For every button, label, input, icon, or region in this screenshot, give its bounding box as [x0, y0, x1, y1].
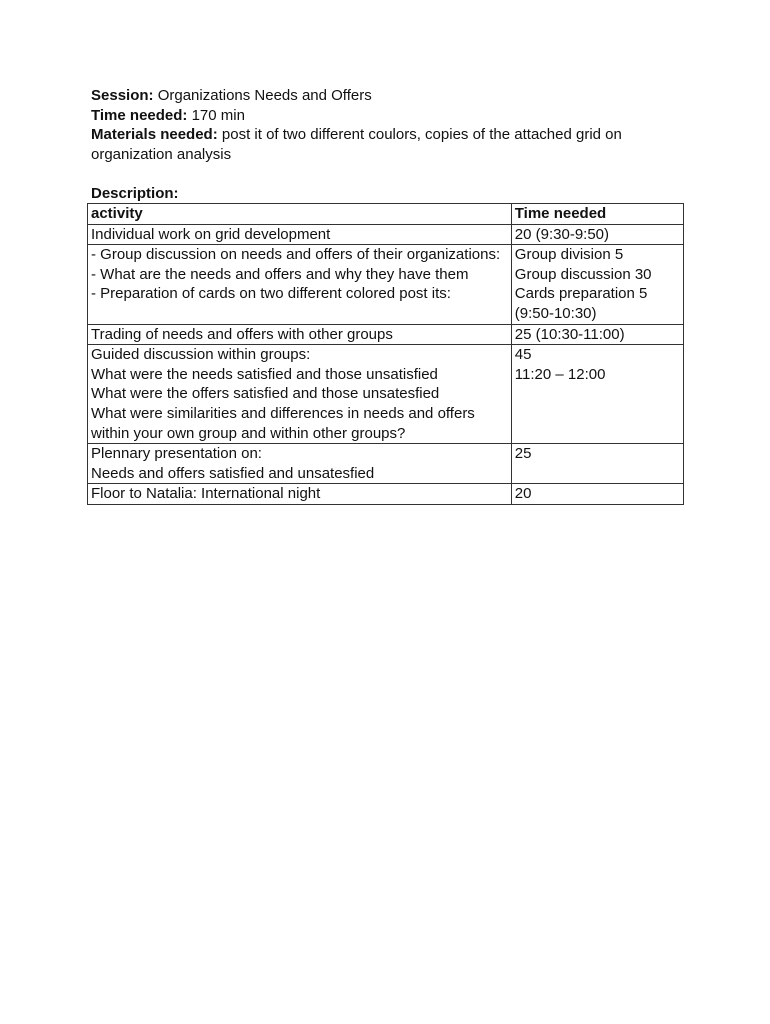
- header-activity: activity: [88, 204, 512, 225]
- time-cell: [511, 224, 683, 245]
- time-line: (9:50-10:30): [514, 304, 597, 322]
- activity-line: Floor to Natalia: International night: [91, 485, 321, 503]
- table-row: [88, 484, 684, 505]
- time-line: 11:20 – 12:00: [514, 365, 606, 383]
- activity-line: within your own group and within other groups?: [91, 424, 406, 442]
- activity-cell: [88, 324, 512, 345]
- header-time-needed: Time needed: [511, 204, 683, 225]
- time-cell: [511, 444, 683, 484]
- time-line: 20 (9:30-9:50): [514, 225, 610, 243]
- session-line: [91, 86, 691, 106]
- activity-table: [87, 203, 684, 505]
- description-label: Description:: [91, 185, 179, 202]
- activity-line: Individual work on grid development: [91, 225, 331, 243]
- time-line: 45: [514, 346, 532, 364]
- time-needed-value: 170 min: [187, 106, 245, 124]
- activity-cell: [88, 224, 512, 245]
- session-value: Organizations Needs and Offers: [153, 87, 372, 104]
- activity-cell: [88, 345, 512, 444]
- time-cell: [511, 345, 683, 444]
- time-line: 25 (10:30-11:00): [514, 325, 625, 343]
- materials-label: Materials needed:: [91, 126, 218, 143]
- table-row: [88, 444, 684, 484]
- table-row: [88, 224, 684, 245]
- time-needed-label: Time needed:: [91, 106, 188, 124]
- table-row: [88, 324, 684, 345]
- time-line: 25: [514, 445, 532, 463]
- table-row: [88, 345, 684, 444]
- activity-line: [91, 304, 508, 324]
- activity-line: What were the offers satisfied and those unsatesfied: [91, 385, 440, 403]
- activity-line: - What are the needs and offers and why they have them: [91, 265, 469, 283]
- session-header: [91, 86, 691, 164]
- activity-line: - Group discussion on needs and offers of their organizations:: [91, 246, 501, 264]
- materials-line: [91, 125, 691, 145]
- time-line: 20: [514, 485, 532, 503]
- time-cell: [511, 245, 683, 324]
- time-line: Group division 5: [514, 246, 624, 264]
- table-row: [88, 245, 684, 324]
- time-needed-line: [91, 106, 691, 126]
- session-label: Session:: [91, 87, 154, 104]
- activity-line: Needs and offers satisfied and unsatesfied: [91, 464, 375, 482]
- time-cell: [511, 324, 683, 345]
- activity-line: - Preparation of cards on two different colored post its:: [91, 285, 451, 303]
- time-cell: [511, 484, 683, 505]
- activity-cell: [88, 444, 512, 484]
- time-line: Cards preparation 5: [514, 285, 648, 303]
- activity-line: What were similarities and differences in needs and offers: [91, 404, 475, 422]
- activity-cell: [88, 484, 512, 505]
- materials-continuation: organization analysis: [91, 145, 232, 163]
- activity-cell: [88, 245, 512, 324]
- table-body: [88, 224, 684, 504]
- table-header-row: [88, 204, 684, 225]
- activity-line: Trading of needs and offers with other groups: [91, 325, 393, 343]
- materials-value: post it of two different coulors, copies of the attached grid on: [217, 126, 622, 143]
- activity-line: Plennary presentation on:: [91, 445, 262, 463]
- activity-line: Guided discussion within groups:: [91, 346, 311, 364]
- activity-line: What were the needs satisfied and those unsatisfied: [91, 365, 438, 383]
- time-line: Group discussion 30: [514, 265, 652, 283]
